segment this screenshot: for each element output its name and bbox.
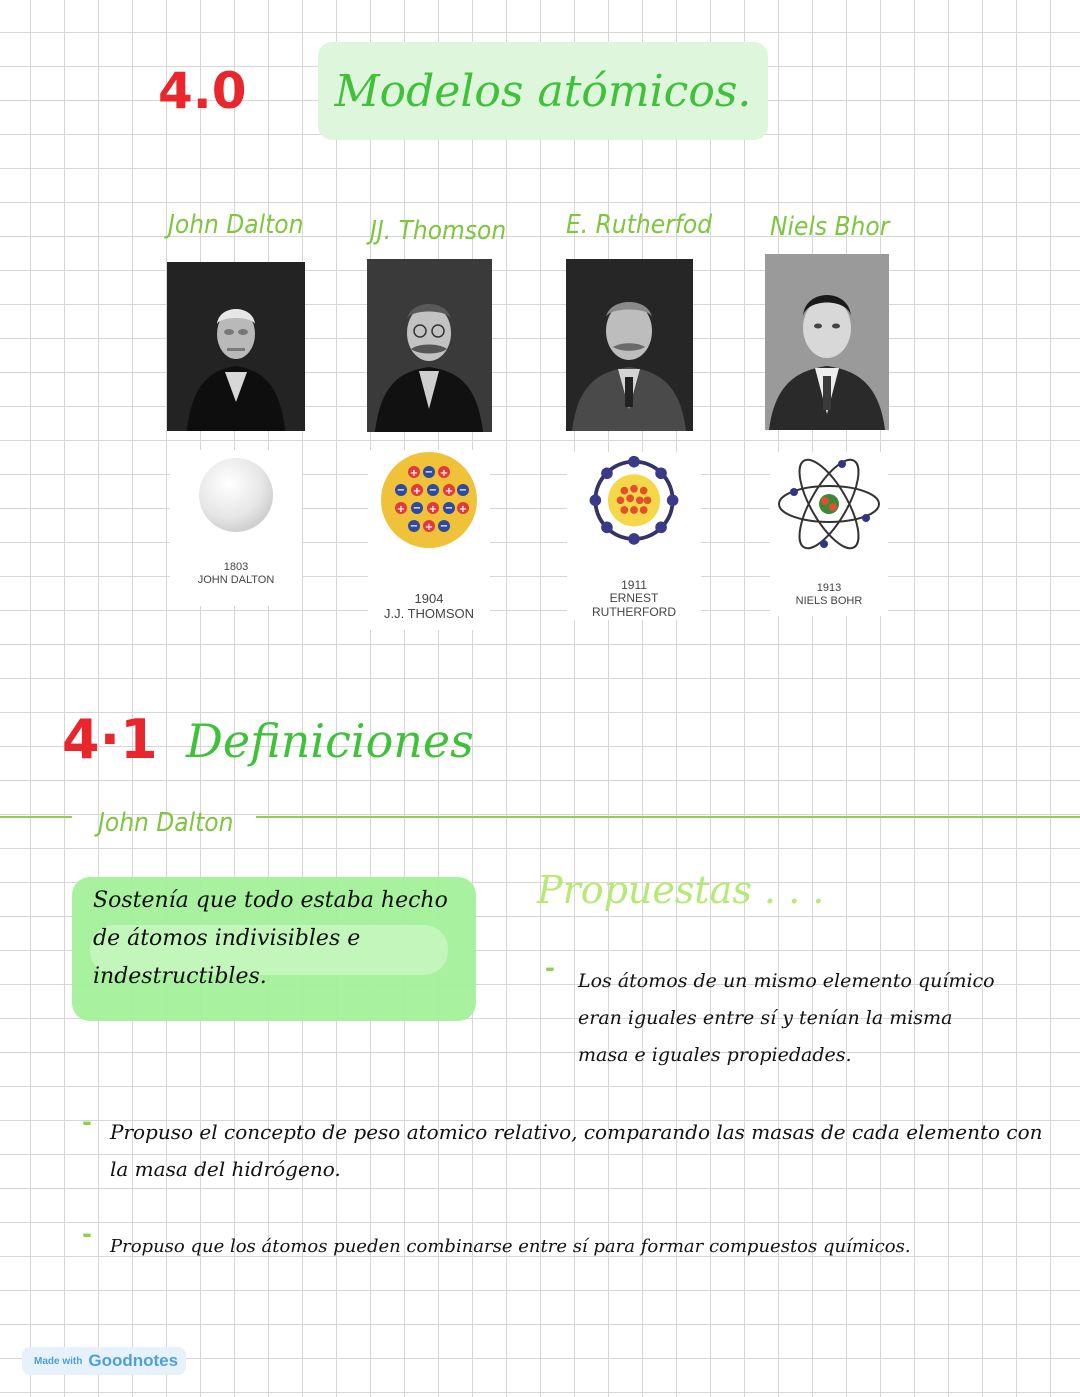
portrait-thomson xyxy=(367,259,492,432)
subject-name: John Dalton xyxy=(98,808,234,838)
svg-text:+: + xyxy=(439,468,449,479)
section-number-4-1: 4·1 xyxy=(62,708,158,771)
solid-sphere-icon xyxy=(196,455,276,535)
model-caption: JOHN DALTON xyxy=(197,573,275,586)
brand-logo: Goodnotes xyxy=(88,1351,179,1370)
svg-text:−: − xyxy=(412,503,422,514)
model-year: 1913 xyxy=(816,582,842,594)
svg-text:−: − xyxy=(444,503,454,514)
model-year: 1803 xyxy=(223,561,249,573)
proposals-title: Propuestas . . . xyxy=(537,868,825,912)
scientist-name-bohr: Niels Bhor xyxy=(770,212,890,242)
scientist-name-rutherford: E. Rutherfod xyxy=(566,210,713,240)
model-caption: ERNEST RUTHERFORD xyxy=(592,591,676,620)
scientist-name-dalton: John Dalton xyxy=(168,210,304,240)
svg-text:+: + xyxy=(412,486,422,497)
svg-text:+: + xyxy=(444,486,454,497)
proposal-text: Los átomos de un mismo elemento químico eran iguales entre sí y tenían la misma masa e iguales propiedades. xyxy=(578,970,995,1066)
bullet-dash: - xyxy=(82,1108,92,1136)
page-title: Modelos atómicos. xyxy=(334,65,752,117)
svg-text:−: − xyxy=(458,485,468,496)
divider-right xyxy=(256,816,1080,818)
person-silhouette-icon xyxy=(367,259,492,432)
svg-text:+: + xyxy=(428,504,438,515)
svg-text:−: − xyxy=(428,485,438,496)
title-highlight xyxy=(318,42,768,140)
svg-text:+: + xyxy=(396,504,406,515)
nuclear-atom-icon xyxy=(584,452,684,549)
portrait-rutherford xyxy=(566,259,693,431)
summary-text: Sostenía que todo estaba hecho de átomos indivisibles e indestructibles. xyxy=(93,888,448,989)
portrait-bohr xyxy=(765,254,889,430)
section-number-4-0: 4.0 xyxy=(158,62,247,120)
person-silhouette-icon xyxy=(167,262,305,431)
model-caption: NIELS BOHR xyxy=(795,594,863,607)
model-card-thomson xyxy=(368,450,490,630)
bullet-dash: - xyxy=(545,954,555,982)
model-year: 1904 xyxy=(414,591,444,606)
scientist-name-thomson: JJ. Thomson xyxy=(370,216,507,246)
model-card-dalton xyxy=(170,450,302,606)
svg-text:−: − xyxy=(396,485,406,496)
model-year: 1911 xyxy=(621,577,647,592)
portrait-dalton xyxy=(167,262,305,431)
svg-text:+: + xyxy=(409,468,419,479)
orbital-atom-icon xyxy=(774,452,884,556)
definitions-title: Definiciones xyxy=(186,714,474,768)
bullet-dash: - xyxy=(82,1220,92,1248)
model-card-bohr xyxy=(770,452,888,616)
svg-text:+: + xyxy=(458,504,468,515)
svg-text:−: − xyxy=(439,521,449,532)
made-with-label: Made with xyxy=(34,1355,83,1367)
person-silhouette-icon xyxy=(765,254,889,430)
model-card-rutherford xyxy=(567,452,701,620)
plum-pudding-icon xyxy=(379,450,479,550)
model-caption: J.J. THOMSON xyxy=(383,605,475,621)
bullet-text: Propuso que los átomos pueden combinarse entre sí para formar compuestos químicos. xyxy=(110,1236,911,1257)
person-silhouette-icon xyxy=(566,259,693,431)
made-with-badge xyxy=(22,1347,186,1375)
bullet-text: Propuso el concepto de peso atomico relativo, comparando las masas de cada elemento con la masa del hidrógeno. xyxy=(110,1120,1043,1181)
svg-text:+: + xyxy=(424,522,434,533)
divider-left xyxy=(0,816,72,818)
svg-text:−: − xyxy=(424,467,434,478)
svg-text:−: − xyxy=(409,521,419,532)
